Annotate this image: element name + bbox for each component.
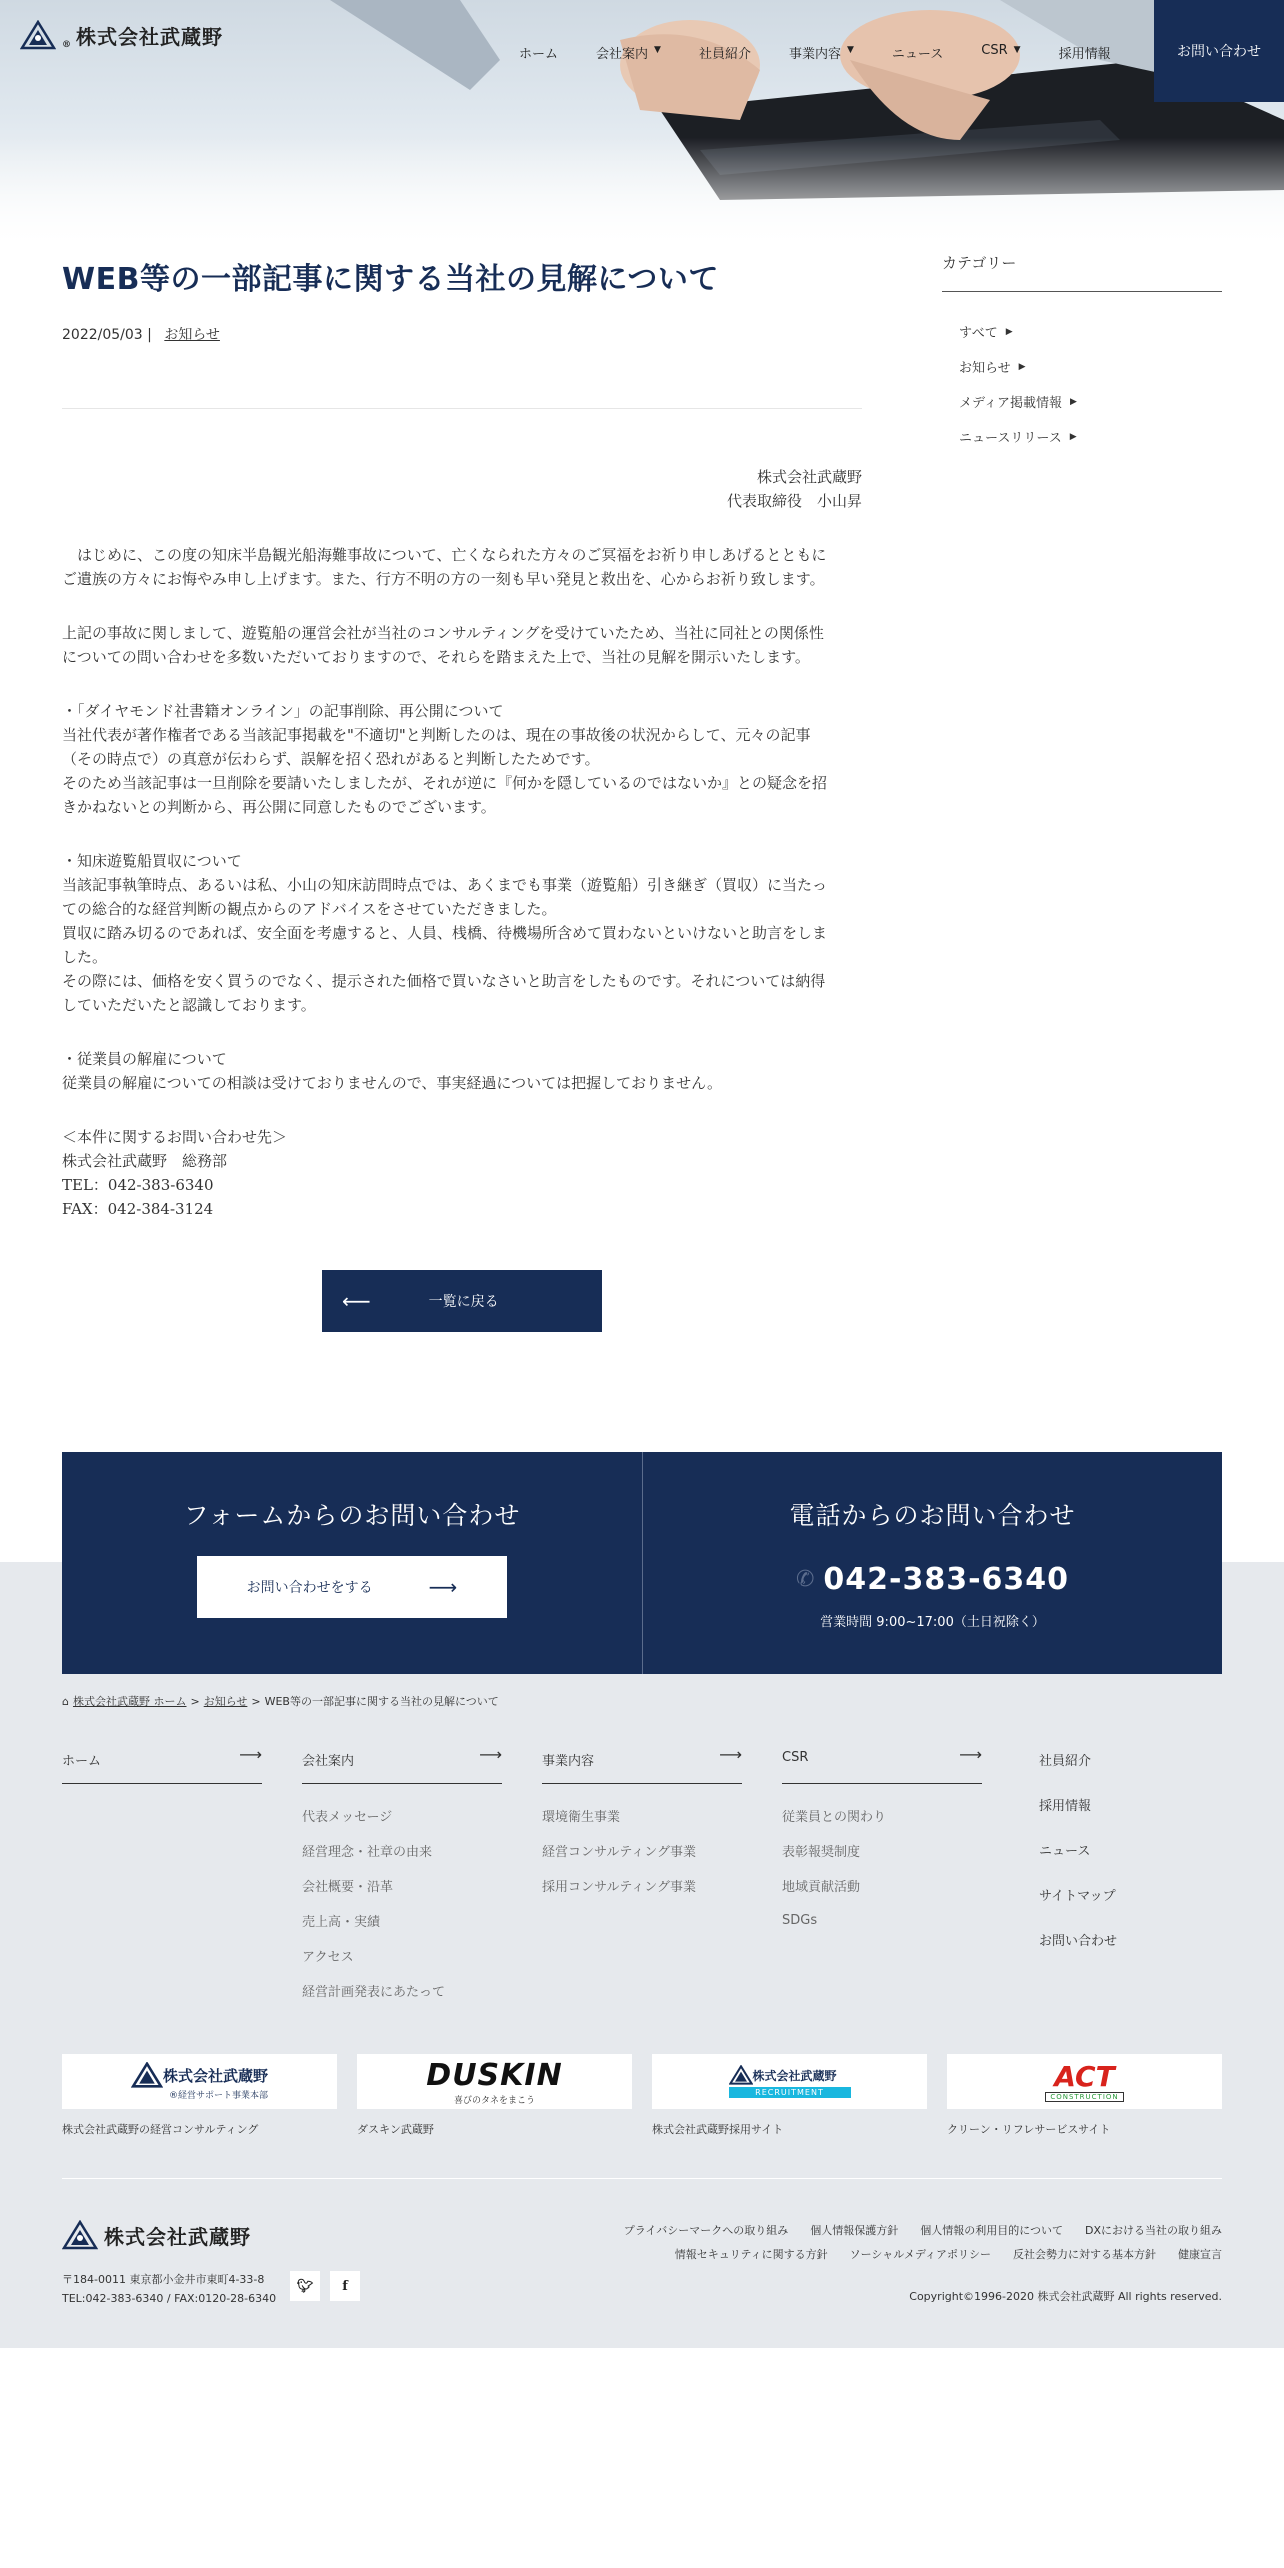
banner-sub: CONSTRUCTION: [1045, 2092, 1123, 2102]
sitemap-link[interactable]: 経営計画発表にあたって: [302, 1985, 446, 2000]
nav-item[interactable]: [680, 0, 770, 102]
sitemap-link[interactable]: 経営コンサルティング事業: [542, 1845, 697, 1860]
sitemap-link[interactable]: SDGs: [782, 1913, 818, 1928]
footer-policy-link[interactable]: ソーシャルメディアポリシー: [849, 2248, 991, 2261]
company-mark-icon: [62, 2220, 98, 2250]
footer-policy-link[interactable]: 個人情報保護方針: [810, 2224, 899, 2237]
paragraph: ・「ダイヤモンド社書籍オンライン」の記事削除、再公開について 当社代表が著作権者である当該記事掲載を"不適切"と判断したのは、現在の事故後の状況からして、元々の記事 （その時点で）の真意が伝わらず、誤解を招く恐れがあると判断したためです。 そのため当該記事は一旦削除を要請いたしましたが、それが逆に『何かを隠しているのではないか』との疑念を招 きかねないとの判断から、再公開に同意したものでございます。: [62, 702, 828, 816]
site-logo[interactable]: [20, 20, 223, 50]
contact-line: TEL：042-383-6340: [62, 1176, 214, 1194]
breadcrumb-separator: >: [190, 1694, 200, 1708]
sitemap-link[interactable]: 採用コンサルティング事業: [542, 1880, 697, 1895]
banner-caption: ダスキン武蔵野: [357, 2123, 434, 2136]
registered-mark: ®: [62, 39, 72, 50]
banner-caption: クリーン・リフレサービスサイト: [947, 2123, 1111, 2136]
copyright: Copyright©1996-2020 株式会社武蔵野 All rights reserved.: [909, 2290, 1222, 2303]
column-head-label: 会社案内: [302, 1754, 355, 1769]
sitemap-link[interactable]: 社員紹介: [1039, 1754, 1092, 1769]
company-mark-icon: [729, 2065, 753, 2085]
duskin-logo: DUSKIN: [426, 2057, 563, 2093]
nav-item[interactable]: [577, 0, 680, 102]
category-list: [942, 314, 1222, 454]
sitemap-column-head[interactable]: [782, 1745, 982, 1784]
column-head-label: ホーム: [62, 1754, 102, 1769]
sitemap-link[interactable]: 代表メッセージ: [302, 1810, 393, 1825]
footer-divider: [62, 2178, 1222, 2179]
nav-item-label: CSR: [981, 43, 1008, 58]
contact-line: ＜本件に関するお問い合わせ先＞: [62, 1128, 288, 1146]
arrow-right-icon: ⟶: [959, 1745, 982, 1764]
banner-sub: RECRUITMENT: [729, 2087, 851, 2098]
sitemap-link[interactable]: 従業員との関わり: [782, 1810, 887, 1825]
divider: [62, 408, 862, 409]
banner-consulting[interactable]: [62, 2054, 337, 2137]
article: [62, 254, 862, 1221]
sitemap-link[interactable]: 売上高・実績: [302, 1915, 381, 1930]
footer-policy-link[interactable]: 情報セキュリティに関する方針: [674, 2248, 828, 2261]
banner-caption: 株式会社武蔵野の経営コンサルティング: [62, 2123, 259, 2136]
footer-logo-text: 株式会社武蔵野: [104, 2224, 251, 2249]
nav-item-label: 会社案内: [596, 47, 649, 62]
back-label: 一覧に戻る: [428, 1294, 499, 1310]
triangle-right-icon: ▶: [1069, 396, 1077, 407]
home-icon: ⌂: [62, 1694, 69, 1708]
sitemap-link[interactable]: ニュース: [1039, 1844, 1091, 1859]
footer-policy-links: [522, 2219, 1222, 2267]
sidebar-category-item[interactable]: [942, 349, 1222, 384]
contact-line: FAX：042-384-3124: [62, 1200, 214, 1218]
banner-logo-text: 株式会社武蔵野: [752, 2068, 837, 2083]
sidebar-category-item[interactable]: [942, 419, 1222, 454]
footer-policy-link[interactable]: 健康宣言: [1178, 2248, 1222, 2261]
breadcrumb-category[interactable]: お知らせ: [203, 1695, 248, 1708]
footer-policy-link[interactable]: 反社会勢力に対する基本方針: [1013, 2248, 1156, 2261]
sitemap-column: [302, 1745, 502, 2008]
post-meta: [62, 324, 862, 344]
banner-sub: 喜びのタネをまこう: [453, 2095, 535, 2106]
signature: [62, 465, 862, 513]
footer-policy-link[interactable]: 個人情報の利用目的について: [920, 2224, 1063, 2237]
sitemap-column: [782, 1745, 982, 1938]
post-category-link[interactable]: お知らせ: [164, 327, 220, 343]
form-contact-panel: [62, 1452, 642, 1674]
sitemap-link[interactable]: 採用情報: [1039, 1799, 1092, 1814]
footer-policy-link[interactable]: DXにおける当社の取り組み: [1084, 2224, 1222, 2237]
banner-act[interactable]: [947, 2054, 1222, 2137]
breadcrumb-separator: >: [251, 1694, 261, 1708]
sitemap-column: [62, 1745, 262, 1798]
sitemap-links: [302, 1798, 502, 2008]
arrow-right-icon: ⟶: [719, 1745, 742, 1764]
footer-address: [62, 2270, 276, 2308]
sitemap-column-head[interactable]: [62, 1745, 262, 1784]
company-mark-icon: [131, 2062, 163, 2088]
sitemap-link[interactable]: 地域貢献活動: [782, 1880, 861, 1895]
category-label: お知らせ: [959, 361, 1011, 376]
nav-contact-button[interactable]: お問い合わせ: [1154, 0, 1284, 102]
contact-cta: [62, 1452, 1222, 1674]
meta-separator: |: [147, 327, 152, 343]
category-label: メディア掲載情報: [959, 396, 1062, 411]
phone-contact-panel: [642, 1452, 1222, 1674]
category-sidebar: [942, 252, 1222, 454]
sitemap-link[interactable]: サイトマップ: [1039, 1889, 1116, 1904]
sitemap-links: [542, 1798, 742, 1903]
banner-logo-text: 株式会社武蔵野: [162, 2066, 268, 2085]
sidebar-heading: カテゴリー: [942, 252, 1222, 292]
sitemap-link[interactable]: 環境衛生事業: [542, 1810, 621, 1825]
logo-text: 株式会社武蔵野: [76, 24, 223, 49]
triangle-right-icon: ▶: [1018, 361, 1026, 372]
nav-item[interactable]: [962, 0, 1039, 102]
footer-policy-link[interactable]: プライバシーマークへの取り組み: [623, 2224, 789, 2237]
form-contact-title: フォームからのお問い合わせ: [183, 1501, 521, 1530]
sign-company: 株式会社武蔵野: [756, 468, 862, 486]
sitemap-column-head[interactable]: [302, 1745, 502, 1784]
nav-item-label: ニュース: [891, 47, 944, 62]
sitemap-link[interactable]: 経営理念・社章の由来: [302, 1845, 433, 1860]
header-hero: [0, 0, 1284, 250]
sign-name: 代表取締役 小山昇: [726, 492, 862, 510]
nav-item[interactable]: [873, 0, 962, 102]
breadcrumb-home[interactable]: 株式会社武蔵野 ホーム: [72, 1695, 187, 1708]
caret-down-icon: ▼: [1013, 45, 1021, 55]
sitemap-extra-links: [1039, 1748, 1117, 1973]
company-mark-icon: [20, 20, 56, 50]
tel-fax: TEL:042-383-6340 / FAX:0120-28-6340: [62, 2292, 277, 2305]
page-title: WEB等の一部記事に関する当社の見解について: [62, 262, 719, 297]
nav-item-label: 採用情報: [1058, 47, 1111, 62]
phone-icon: ✆: [795, 1567, 816, 1592]
sitemap-link[interactable]: 表彰報奨制度: [782, 1845, 861, 1860]
footer-logo[interactable]: [62, 2220, 251, 2250]
global-nav: [500, 0, 1130, 102]
triangle-right-icon: ▶: [1005, 326, 1013, 337]
inquiry-contact: [62, 1125, 862, 1221]
facebook-icon[interactable]: f: [330, 2271, 360, 2301]
category-label: すべて: [959, 326, 998, 341]
paragraph: はじめに、この度の知床半島観光船海難事故について、亡くなられた方々のご冥福をお祈り申しあげるとともに ご遺族の方々にお悔やみ申し上げます。また、行方不明の方の一刻も早い発見と救出を、心からお祈り致します。: [62, 546, 827, 588]
sitemap-link[interactable]: 会社概要・沿革: [302, 1880, 394, 1895]
nav-item[interactable]: [1040, 0, 1130, 102]
act-logo: ACT: [1054, 2059, 1115, 2093]
arrow-right-icon: ⟶: [428, 1575, 458, 1599]
article-body: [62, 543, 862, 1095]
sitemap-link[interactable]: お問い合わせ: [1039, 1934, 1118, 1949]
contact-line: 株式会社武蔵野 総務部: [62, 1152, 228, 1170]
nav-item-label: 社員紹介: [698, 47, 751, 62]
sitemap-column-head[interactable]: [542, 1745, 742, 1784]
paragraph: ・知床遊覧船買収について 当該記事執筆時点、あるいは私、小山の知床訪問時点では、あくまでも事業（遊覧船）引き継ぎ（買収）に当たっ ての総合的な経営判断の観点からのアドバイスをさせていただきました。 買収に踏み切るのであれば、安全面を考慮すると、人員、桟橋、待機場所含めて買わないといけないと助言をしま した。 その際には、価格を安く買うのでなく、提示された価格で買いなさいと助言をしたものです。それについては納得 していただいたと認識しております。: [62, 852, 828, 1014]
sidebar-category-item[interactable]: [942, 314, 1222, 349]
triangle-right-icon: ▶: [1069, 431, 1077, 442]
paragraph: ・従業員の解雇について 従業員の解雇についての相談は受けておりませんので、事実経過については把握しておりません。: [62, 1050, 723, 1092]
arrow-right-icon: ⟶: [479, 1745, 502, 1764]
sitemap-links: [782, 1798, 982, 1938]
sitemap-link[interactable]: アクセス: [302, 1950, 354, 1965]
contact-form-button[interactable]: [197, 1556, 507, 1618]
banner-links: [62, 2054, 1222, 2137]
nav-item-label: ホーム: [519, 47, 559, 62]
contact-form-label: お問い合わせをする: [246, 1580, 373, 1596]
banner-sub: ®経営サポート事業本部: [168, 2091, 268, 2101]
sitemap-column: [542, 1745, 742, 1903]
phone-contact-title: 電話からのお問い合わせ: [789, 1501, 1076, 1530]
twitter-icon[interactable]: 🐦︎: [290, 2271, 320, 2301]
back-to-list-button[interactable]: [322, 1270, 602, 1332]
sidebar-category-item[interactable]: [942, 384, 1222, 419]
caret-down-icon: ▼: [846, 45, 854, 55]
arrow-left-icon: ⟵: [342, 1289, 371, 1313]
post-date: 2022/05/03: [62, 327, 143, 343]
nav-item[interactable]: [770, 0, 873, 102]
column-head-label: CSR: [782, 1750, 809, 1765]
breadcrumb-current: WEB等の一部記事に関する当社の見解について: [264, 1695, 499, 1708]
breadcrumb: [62, 1693, 499, 1709]
phone-number[interactable]: ✆ 042-383-6340: [795, 1562, 1070, 1597]
column-head-label: 事業内容: [542, 1754, 595, 1769]
banner-duskin[interactable]: [357, 2054, 632, 2137]
banner-recruit[interactable]: [652, 2054, 927, 2137]
paragraph: 上記の事故に関しまして、遊覧船の運営会社が当社のコンサルティングを受けていたため、当社に同社との関係性 についての問い合わせを多数いただいておりますので、それらを踏まえた上で、当社の見解を開示いたします。: [62, 624, 824, 666]
banner-caption: 株式会社武蔵野採用サイト: [652, 2123, 784, 2136]
nav-item[interactable]: [500, 0, 577, 102]
caret-down-icon: ▼: [654, 45, 661, 55]
address: 〒184-0011 東京都小金井市東町4-33-8: [62, 2273, 265, 2286]
category-label: ニュースリリース: [959, 431, 1062, 446]
business-hours: 営業時間 9:00~17:00（土日祝除く）: [820, 1615, 1045, 1630]
nav-item-label: 事業内容: [788, 47, 841, 62]
arrow-right-icon: ⟶: [239, 1745, 262, 1764]
